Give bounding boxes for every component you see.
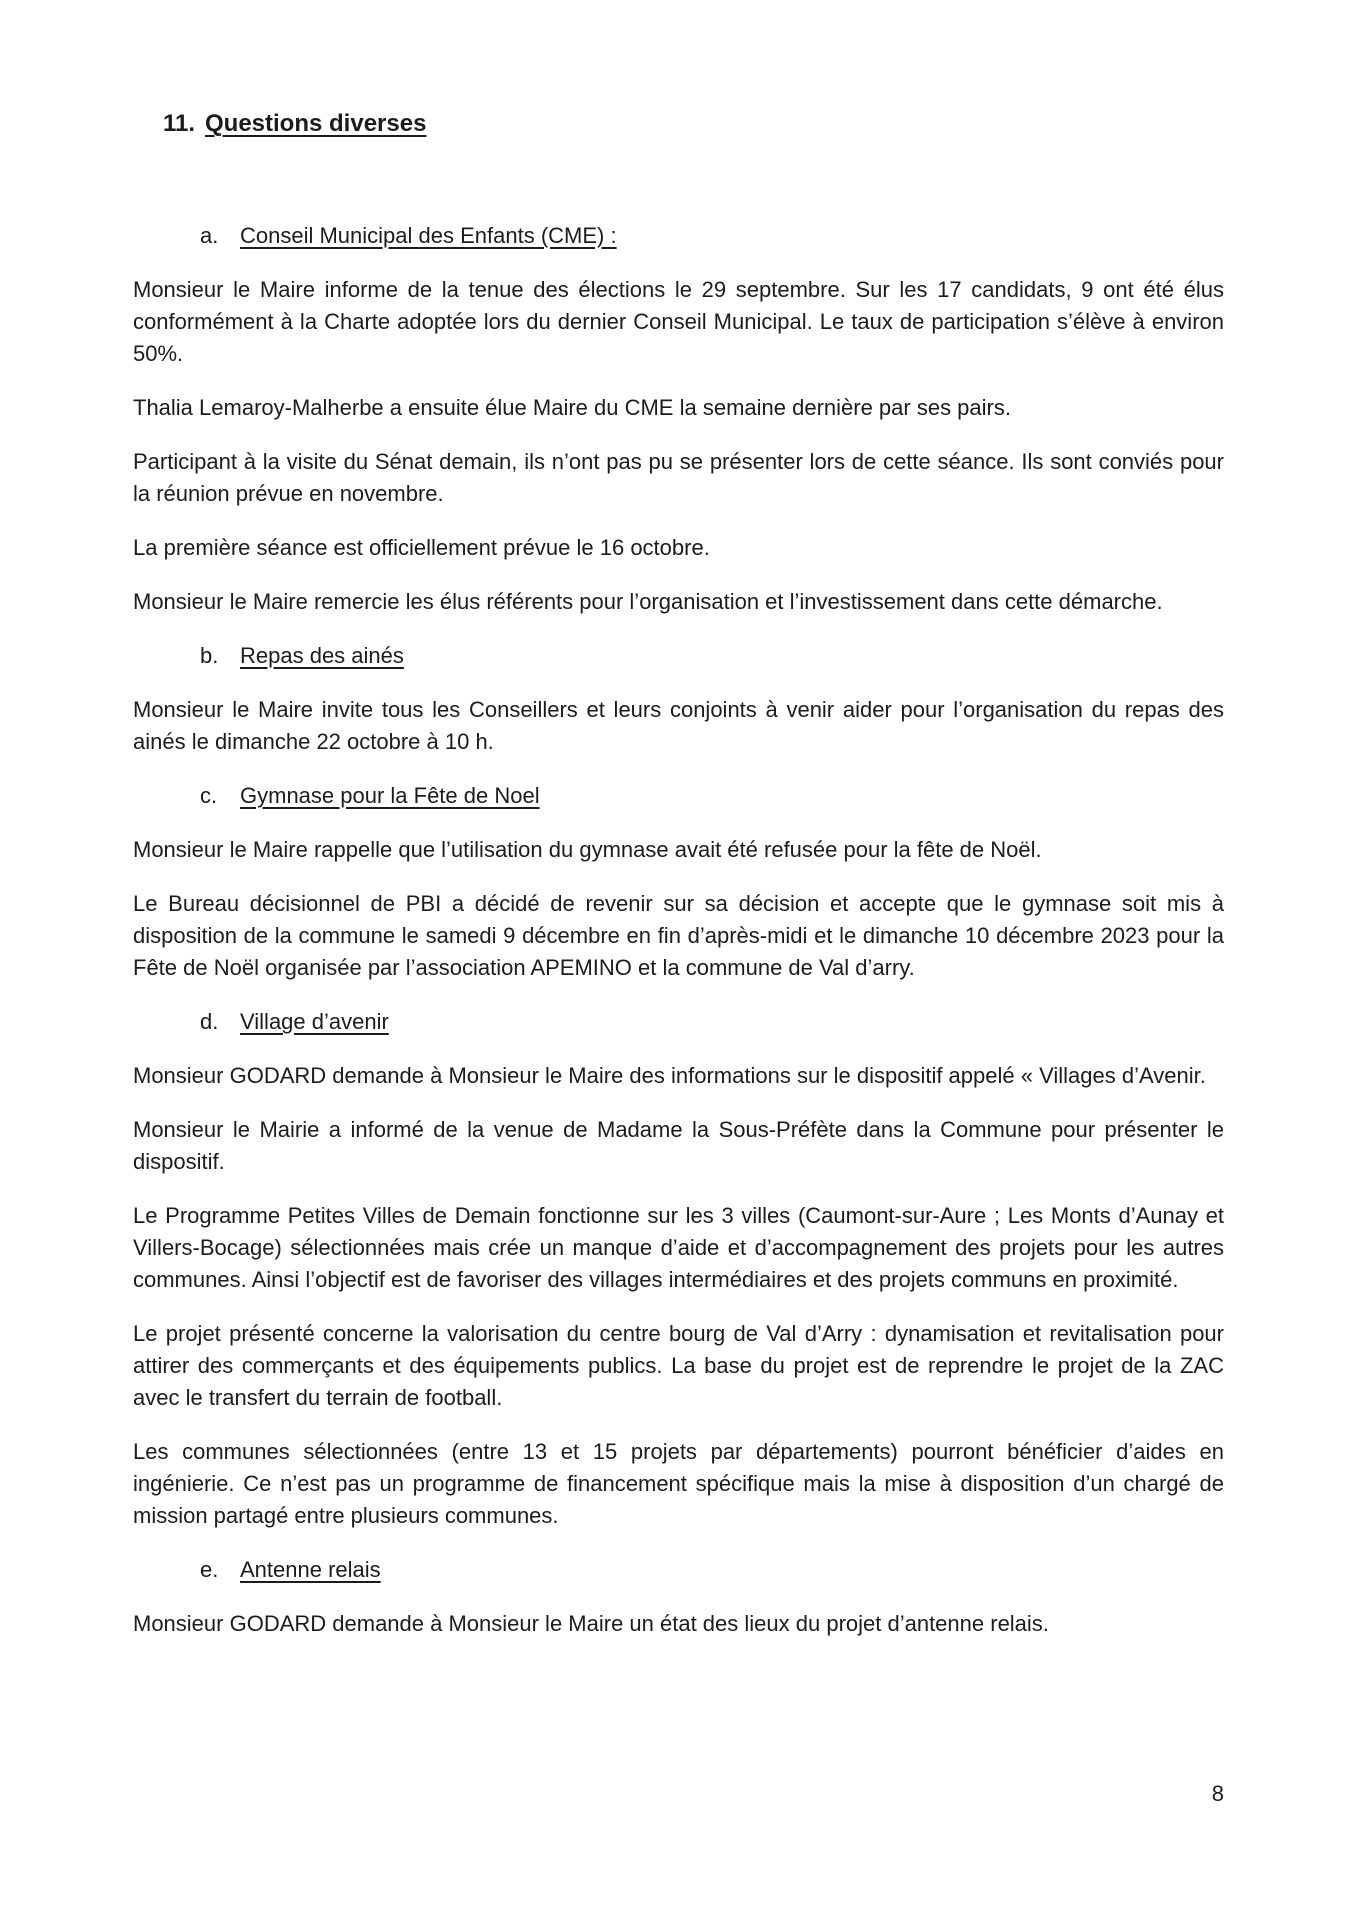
- paragraph-gymnase-refus: Monsieur le Maire rappelle que l’utilisation du gymnase avait été refusée pour la fête de Noël.: [133, 837, 1042, 862]
- subsection-heading-repas: [200, 640, 1224, 672]
- paragraph-cme-remerciements: Monsieur le Maire remercie les élus référents pour l’organisation et l’investissement dans cette démarche.: [133, 589, 1163, 614]
- subsection-letter: a.: [200, 223, 219, 248]
- paragraph-cme-maire-elue: Thalia Lemaroy-Malherbe a ensuite élue Maire du CME la semaine dernière par ses pairs.: [133, 395, 1011, 420]
- paragraph-village-projet: Le projet présenté concerne la valorisation du centre bourg de Val d’Arry : dynamisation et revitalisation pour attirer des commerçants et des équipements publics. La base du projet est de reprendre le projet de la ZAC avec le transfert du terrain de football.: [133, 1321, 1224, 1410]
- page-number: 8: [1211, 1781, 1224, 1806]
- subsection-heading-cme: [200, 220, 1224, 252]
- paragraph-cme-elections: Monsieur le Maire informe de la tenue des élections le 29 septembre. Sur les 17 candidats, 9 ont été élus conformément à la Charte adoptée lors du dernier Conseil Municipal. Le taux de participation s’élève à environ 50%.: [133, 277, 1224, 366]
- subsection-label: Repas des ainés: [240, 643, 404, 668]
- subsection-label: Gymnase pour la Fête de Noel: [240, 783, 540, 808]
- paragraph-village-programme: Le Programme Petites Villes de Demain fonctionne sur les 3 villes (Caumont-sur-Aure ; Les Monts d’Aunay et Villers-Bocage) sélectionnées mais crée un manque d’aide et d’accompagnement des projets pour les autres communes. Ainsi l’objectif est de favoriser des villages intermédiaires et des projets communs en proximité.: [133, 1203, 1224, 1292]
- paragraph-gymnase-decision: Le Bureau décisionnel de PBI a décidé de revenir sur sa décision et accepte que le gymnase soit mis à disposition de la commune le samedi 9 décembre en fin d’après-midi et le dimanche 10 décembre 2023 pour la Fête de Noël organisée par l’association APEMINO et la commune de Val d’arry.: [133, 891, 1224, 980]
- section-number: 11.: [163, 110, 196, 137]
- subsection-heading-antenne: [200, 1554, 1224, 1586]
- paragraph-village-demande: Monsieur GODARD demande à Monsieur le Maire des informations sur le dispositif appelé « Villages d’Avenir.: [133, 1063, 1206, 1088]
- paragraph-antenne-demande: Monsieur GODARD demande à Monsieur le Maire un état des lieux du projet d’antenne relais.: [133, 1611, 1049, 1636]
- subsection-letter: d.: [200, 1009, 219, 1034]
- subsection-heading-village: [200, 1006, 1224, 1038]
- paragraph-village-communes: Les communes sélectionnées (entre 13 et 15 projets par départements) pourront bénéficier d’aides en ingénierie. Ce n’est pas un programme de financement spécifique mais la mise à disposition d’un chargé de mission partagé entre plusieurs communes.: [133, 1439, 1224, 1528]
- subsection-label: Village d’avenir: [240, 1009, 389, 1034]
- paragraph-cme-visite-senat: Participant à la visite du Sénat demain, ils n’ont pas pu se présenter lors de cette séance. Ils sont conviés pour la réunion prévue en novembre.: [133, 449, 1224, 506]
- paragraph-village-sous-prefete: Monsieur le Mairie a informé de la venue de Madame la Sous-Préfète dans la Commune pour présenter le dispositif.: [133, 1117, 1224, 1174]
- subsection-heading-gymnase: [200, 780, 1224, 812]
- subsection-letter: e.: [200, 1557, 219, 1582]
- section-heading: [163, 108, 1224, 140]
- subsection-label: Antenne relais: [240, 1557, 381, 1582]
- paragraph-repas-invitation: Monsieur le Maire invite tous les Conseillers et leurs conjoints à venir aider pour l’organisation du repas des ainés le dimanche 22 octobre à 10 h.: [133, 697, 1224, 754]
- subsection-letter: c.: [200, 783, 218, 808]
- subsection-label: Conseil Municipal des Enfants (CME) :: [240, 223, 617, 248]
- section-title: Questions diverses: [205, 110, 427, 137]
- subsection-letter: b.: [200, 643, 219, 668]
- paragraph-cme-premiere-seance: La première séance est officiellement prévue le 16 octobre.: [133, 535, 710, 560]
